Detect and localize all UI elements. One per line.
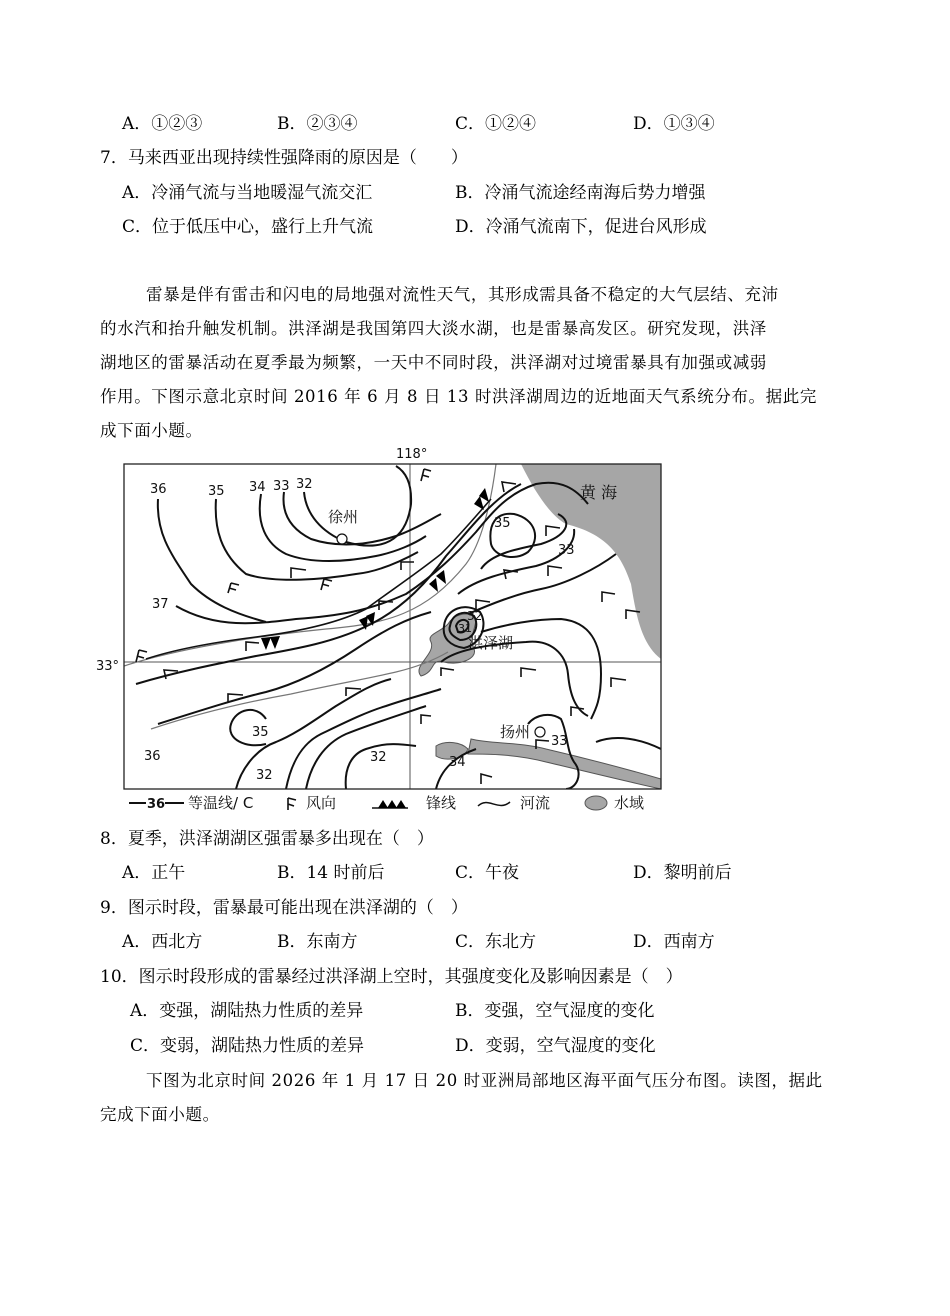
sea-label: 黄 海 xyxy=(580,483,618,502)
passage-line: 作用。下图示意北京时间 2016 年 6 月 8 日 13 时洪泽湖周边的近地面天气系统分布。据此完 xyxy=(100,387,817,406)
isotherm-label: 32 xyxy=(467,609,483,623)
legend-wind-icon xyxy=(288,798,296,810)
q9-option-b: B．东南方 xyxy=(277,932,358,952)
city-hongzehu: 洪泽湖 xyxy=(468,634,514,652)
wind-barb-icon xyxy=(504,570,518,579)
q7-option-a: A．冷涌气流与当地暖湿气流交汇 xyxy=(122,183,373,203)
isotherm-label: 35 xyxy=(494,516,511,531)
q7-option-c: C．位于低压中心，盛行上升气流 xyxy=(122,217,374,237)
legend-river-icon xyxy=(478,802,510,806)
passage-line: 成下面小题。 xyxy=(100,421,203,440)
wind-barb-icon xyxy=(246,642,259,651)
q8-option-d: D．黎明前后 xyxy=(633,863,732,883)
isotherm-label: 32 xyxy=(256,768,273,783)
isotherm-label: 34 xyxy=(249,480,266,495)
wind-barb-icon xyxy=(611,678,626,687)
q6-option-a: A．①②③ xyxy=(122,114,203,134)
q10-option-b: B．变强，空气湿度的变化 xyxy=(455,1001,655,1021)
q10-stem: 10．图示时段形成的雷暴经过洪泽湖上空时，其强度变化及影响因素是（ ） xyxy=(100,967,683,987)
isotherm-label: 32 xyxy=(296,477,313,492)
isotherm-line xyxy=(306,706,426,789)
isotherm-label: 32 xyxy=(370,750,387,765)
passage-line: 湖地区的雷暴活动在夏季最为频繁，一天中不同时段，洪泽湖对过境雷暴具有加强或减弱 xyxy=(100,353,767,372)
city-yangzhou: 扬州 xyxy=(500,723,531,741)
wind-barb-icon xyxy=(421,469,431,481)
q8-option-a: A．正午 xyxy=(122,863,186,883)
legend-isotherm: 等温线/ C xyxy=(188,794,254,812)
isotherm-label: 34 xyxy=(449,755,466,770)
city-xuzhou: 徐州 xyxy=(328,508,359,526)
isotherm-label: 37 xyxy=(152,597,169,612)
legend-water-icon xyxy=(585,796,607,810)
isotherm-label: 36 xyxy=(150,482,167,497)
q8-option-b: B．14 时前后 xyxy=(277,863,385,883)
q8-option-c: C．午夜 xyxy=(455,863,520,883)
legend-river: 河流 xyxy=(520,794,551,812)
isotherm-line xyxy=(283,492,441,545)
front-triangle-icon xyxy=(261,637,271,650)
q7-option-d: D．冷涌气流南下，促进台风形成 xyxy=(455,217,707,237)
legend-isotherm-sample: 36 xyxy=(147,797,166,812)
wind-barb-icon xyxy=(546,526,560,536)
city-marker-icon xyxy=(535,727,545,737)
wind-barb-icon xyxy=(602,592,615,602)
isotherm-line xyxy=(158,499,266,622)
isotherm-line xyxy=(304,466,411,546)
passage-line: 的水汽和抬升触发机制。洪泽湖是我国第四大淡水湖，也是雷暴高发区。研究发现，洪泽 xyxy=(100,319,767,338)
weather-map xyxy=(96,444,676,819)
q7-stem: 7．马来西亚出现持续性强降雨的原因是（ ） xyxy=(100,148,468,168)
front-triangle-icon xyxy=(270,636,280,649)
legend-water: 水域 xyxy=(614,794,645,812)
isotherm-line xyxy=(596,738,661,749)
q9-stem: 9．图示时段，雷暴最可能出现在洪泽湖的（ ） xyxy=(100,898,468,918)
q6-option-d: D．①③④ xyxy=(633,114,715,134)
passage-line: 下图为北京时间 2026 年 1 月 17 日 20 时亚洲局部地区海平面气压分布图。读图，据此 xyxy=(146,1071,823,1090)
isotherm-label: 33 xyxy=(558,543,575,558)
passage-line: 雷暴是伴有雷击和闪电的局地强对流性天气，其形成需具备不稳定的大气层结、充沛 xyxy=(146,285,779,304)
front-triangle-icon xyxy=(474,496,484,510)
wind-barb-icon xyxy=(228,583,239,593)
q9-option-a: A．西北方 xyxy=(122,932,203,952)
wind-barb-icon xyxy=(291,568,306,578)
isotherm-label: 33 xyxy=(273,479,290,494)
lon-label: 118° xyxy=(396,447,428,462)
q10-option-d: D．变弱，空气湿度的变化 xyxy=(455,1036,656,1056)
wind-barb-icon xyxy=(548,566,562,576)
legend-front: 锋线 xyxy=(426,794,457,812)
river-line xyxy=(151,652,448,729)
q6-option-b: B．②③④ xyxy=(277,114,358,134)
map-legend xyxy=(129,794,644,812)
legend-front-icon xyxy=(378,800,406,808)
front-triangle-icon xyxy=(429,578,438,592)
isotherm-line xyxy=(468,554,616,614)
wind-barb-icon xyxy=(421,715,431,724)
front-triangle-icon xyxy=(436,570,446,584)
q6-option-c: C．①②④ xyxy=(455,114,537,134)
wind-barb-icon xyxy=(481,774,492,784)
isotherm-label: 35 xyxy=(252,725,269,740)
passage-line: 完成下面小题。 xyxy=(100,1105,220,1124)
isotherm-label: 36 xyxy=(144,749,161,764)
q8-stem: 8．夏季，洪泽湖湖区强雷暴多出现在（ ） xyxy=(100,829,434,849)
q7-option-b: B．冷涌气流途经南海后势力增强 xyxy=(455,183,706,203)
q10-option-c: C．变弱，湖陆热力性质的差异 xyxy=(130,1036,365,1056)
isotherm-label: 33 xyxy=(551,734,568,749)
city-marker-icon xyxy=(337,534,347,544)
wind-barb-icon xyxy=(401,562,414,570)
q9-option-d: D．西南方 xyxy=(633,932,715,952)
legend-wind: 风向 xyxy=(306,794,337,812)
wind-barb-icon xyxy=(321,579,332,590)
q9-option-c: C．东北方 xyxy=(455,932,537,952)
isotherm-label: 31 xyxy=(458,622,472,635)
lat-label: 33° xyxy=(96,659,120,674)
q10-option-a: A．变强，湖陆热力性质的差异 xyxy=(130,1001,364,1021)
wind-barb-icon xyxy=(521,668,536,677)
wind-barb-icon xyxy=(441,668,454,676)
isotherm-label: 35 xyxy=(208,484,225,499)
